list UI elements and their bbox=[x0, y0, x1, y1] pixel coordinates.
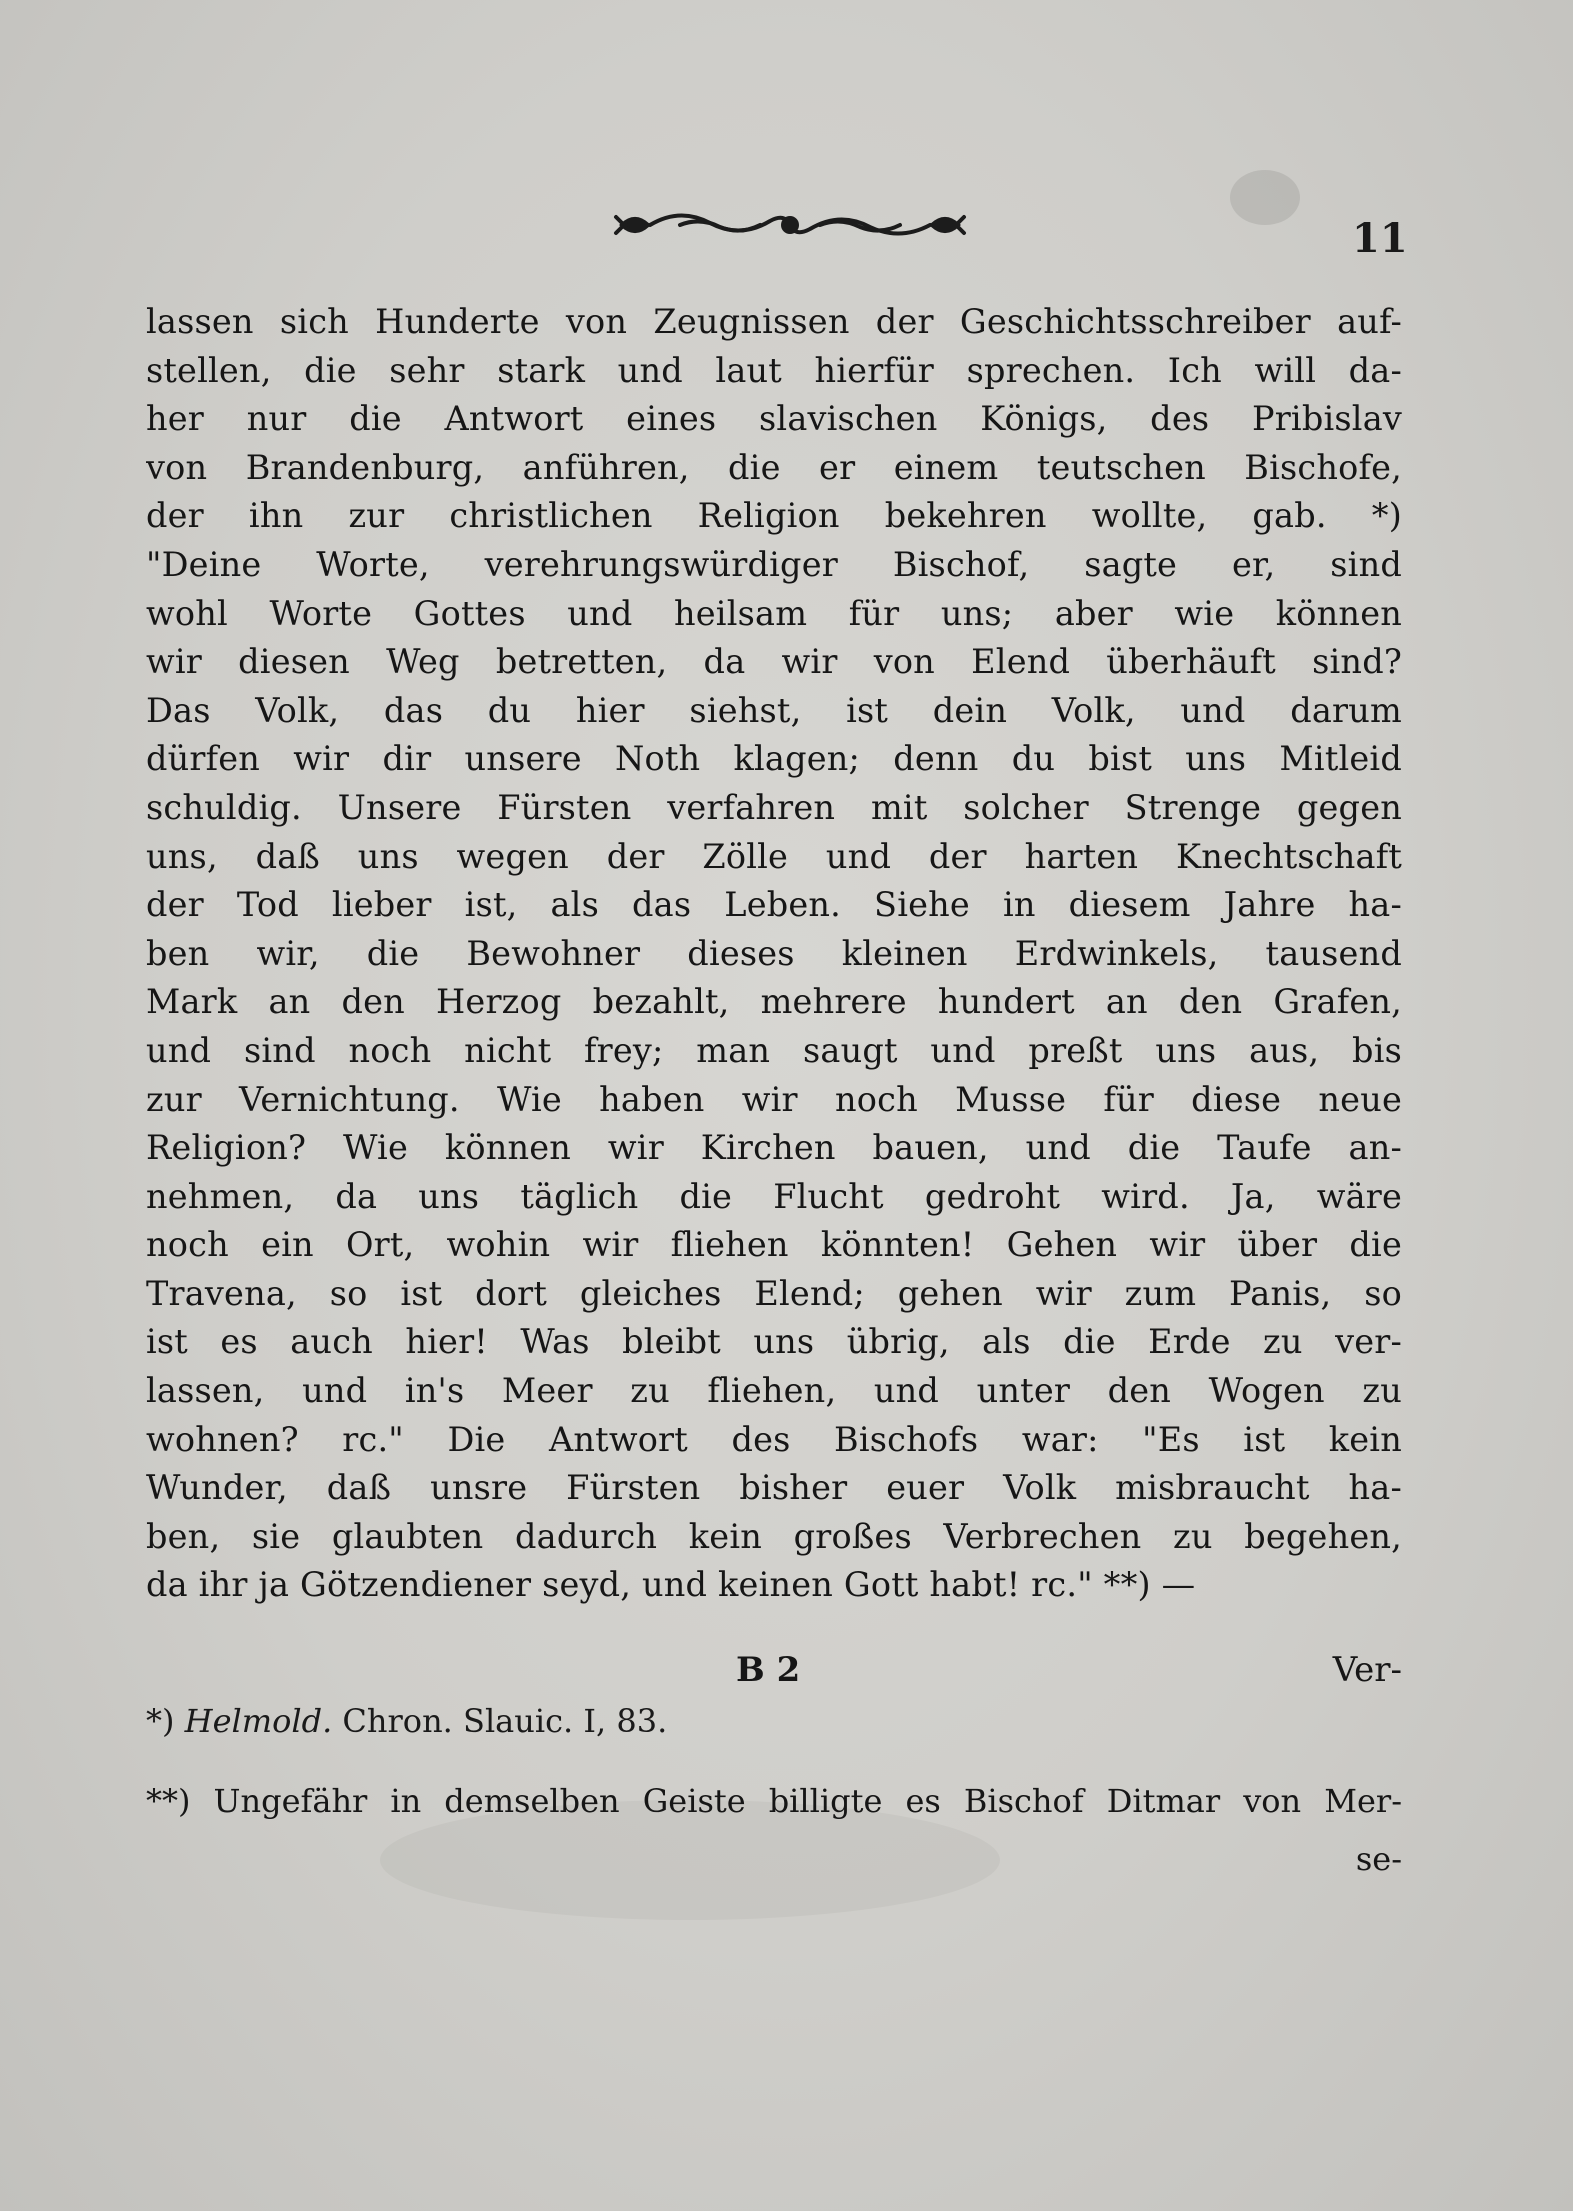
footnote-1-citation: Chron. Slauic. I, 83. bbox=[342, 1702, 668, 1740]
signature-mark: B 2 bbox=[736, 1650, 801, 1690]
text-line: uns, daß uns wegen der Zölle und der harten Knechtschaft bbox=[146, 836, 1402, 876]
text-line: Das Volk, das du hier siehst, ist dein Volk, und darum bbox=[146, 690, 1402, 730]
footnote-1-marker: *) bbox=[146, 1702, 175, 1740]
text-line: und sind noch nicht frey; man saugt und preßt uns aus, bis bbox=[146, 1030, 1402, 1070]
text-line: wohnen? rc." Die Antwort des Bischofs war: "Es ist kein bbox=[146, 1419, 1402, 1459]
text-line: zur Vernichtung. Wie haben wir noch Musse für diese neue bbox=[146, 1079, 1402, 1119]
header-ornament-icon bbox=[610, 195, 970, 255]
catchword: Ver- bbox=[1332, 1650, 1402, 1690]
text-line: lassen sich Hunderte von Zeugnissen der Geschichtsschreiber auf- bbox=[146, 302, 1402, 341]
text-line: da ihr ja Götzendiener seyd, und keinen Gott habt! rc." **) — bbox=[146, 1565, 1196, 1605]
text-line: "Deine Worte, verehrungswürdiger Bischof, sagte er, sind bbox=[146, 544, 1402, 584]
text-line: Wunder, daß unsre Fürsten bisher euer Volk misbraucht ha- bbox=[146, 1468, 1402, 1508]
text-line: der ihn zur christlichen Religion bekehren wollte, gab. *) bbox=[146, 496, 1402, 536]
text-line: von Brandenburg, anführen, die er einem teutschen Bischofe, bbox=[146, 447, 1402, 487]
text-line: dürfen wir dir unsere Noth klagen; denn du bist uns Mitleid bbox=[146, 739, 1402, 779]
text-line: ist es auch hier! Was bleibt uns übrig, als die Erde zu ver- bbox=[146, 1322, 1402, 1362]
text-line: der Tod lieber ist, als das Leben. Siehe in diesem Jahre ha- bbox=[146, 885, 1402, 925]
paper-stain bbox=[1230, 170, 1300, 225]
footnote-1 bbox=[146, 1702, 667, 1740]
text-line: lassen, und in's Meer zu fliehen, und unter den Wogen zu bbox=[146, 1371, 1402, 1411]
footnote-1-author: Helmold. bbox=[184, 1702, 333, 1740]
text-line: stellen, die sehr stark und laut hierfür sprechen. Ich will da- bbox=[146, 350, 1402, 390]
text-line: nehmen, da uns täglich die Flucht gedroht wird. Ja, wäre bbox=[146, 1176, 1402, 1216]
text-line: wohl Worte Gottes und heilsam für uns; aber wie können bbox=[146, 593, 1402, 633]
page-foot bbox=[146, 1650, 1402, 1700]
text-line: noch ein Ort, wohin wir fliehen könnten! Gehen wir über die bbox=[146, 1225, 1402, 1265]
page-number: 11 bbox=[1352, 215, 1408, 262]
text-line: schuldig. Unsere Fürsten verfahren mit solcher Strenge gegen bbox=[146, 787, 1402, 827]
text-line: her nur die Antwort eines slavischen Königs, des Pribislav bbox=[146, 399, 1402, 439]
text-line: Travena, so ist dort gleiches Elend; gehen wir zum Panis, so bbox=[146, 1273, 1402, 1313]
text-line: Religion? Wie können wir Kirchen bauen, und die Taufe an- bbox=[146, 1128, 1402, 1168]
text-line: ben wir, die Bewohner dieses kleinen Erdwinkels, tausend bbox=[146, 933, 1402, 973]
main-text bbox=[146, 298, 1402, 1610]
footnote-2-continuation: se- bbox=[1355, 1840, 1402, 1878]
text-line: wir diesen Weg betretten, da wir von Elend überhäuft sind? bbox=[146, 642, 1402, 682]
text-line: Mark an den Herzog bezahlt, mehrere hundert an den Grafen, bbox=[146, 982, 1402, 1022]
text-line: ben, sie glaubten dadurch kein großes Verbrechen zu begehen, bbox=[146, 1516, 1402, 1556]
footnote-2: **) Ungefähr in demselben Geiste billigte es Bischof Ditmar von Mer- bbox=[146, 1782, 1402, 1820]
